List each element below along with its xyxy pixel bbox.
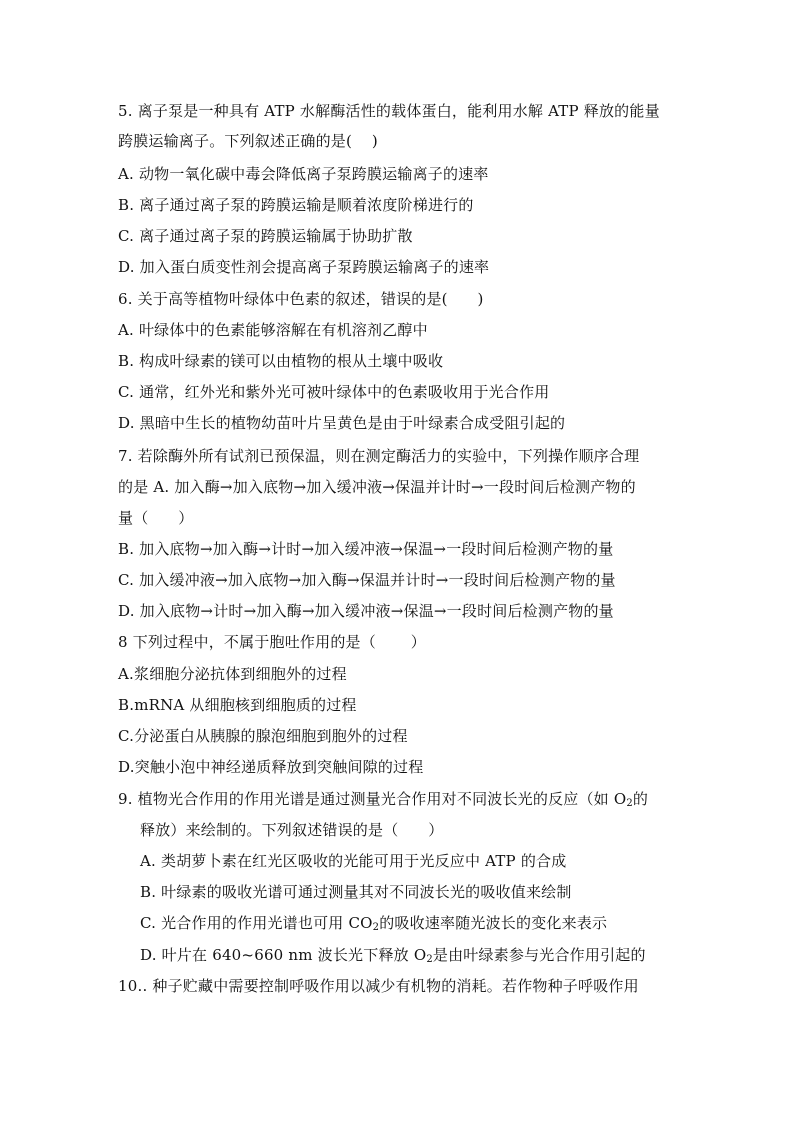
q9-option-d-tail: 是由叶绿素参与光合作用引起的 [432, 946, 646, 964]
q7-option-d: D. 加入底物→计时→加入酶→加入缓冲液→保温→一段时间后检测产物的量 [118, 602, 614, 620]
q5-option-d: D. 加入蛋白质变性剂会提高离子泵跨膜运输离子的速率 [118, 258, 490, 276]
q9-stem-line1 [118, 789, 648, 809]
q5-option-a: A. 动物一氧化碳中毒会降低离子泵跨膜运输离子的速率 [118, 165, 489, 183]
q9-option-d-subscript: 2 [426, 954, 433, 965]
q7-stem-line3: 量（ ） [118, 509, 194, 527]
q9-option-c-text: C. 光合作用的作用光谱也可用 CO [140, 914, 373, 932]
q5-stem-line2: 跨膜运输离子。下列叙述正确的是( ) [118, 132, 378, 150]
q6-option-a: A. 叶绿体中的色素能够溶解在有机溶剂乙醇中 [118, 321, 428, 339]
q6-option-d: D. 黑暗中生长的植物幼苗叶片呈黄色是由于叶绿素合成受阻引起的 [118, 414, 566, 432]
q6-option-b: B. 构成叶绿素的镁可以由植物的根从土壤中吸收 [118, 352, 444, 370]
q8-option-d: D.突触小泡中神经递质释放到突触间隙的过程 [118, 758, 424, 776]
q7-stem-line2: 的是 A. 加入酶→加入底物→加入缓冲液→保温并计时→一段时间后检测产物的 [118, 478, 636, 496]
q7-stem-line1: 7. 若除酶外所有试剂已预保温，则在测定酶活力的实验中，下列操作顺序合理 [118, 447, 640, 465]
q9-option-d-text: D. 叶片在 640~660 nm 波长光下释放 O [140, 946, 427, 964]
q6-option-c: C. 通常，红外光和紫外光可被叶绿体中的色素吸收用于光合作用 [118, 383, 550, 401]
q5-option-c: C. 离子通过离子泵的跨膜运输属于协助扩散 [118, 227, 413, 245]
q9-stem-line1-subscript: 2 [626, 798, 633, 809]
q10-stem-line1: 10.. 种子贮藏中需要控制呼吸作用以减少有机物的消耗。若作物种子呼吸作用 [118, 977, 639, 995]
q9-option-c-tail: 的吸收速率随光波长的变化来表示 [379, 914, 608, 932]
q9-stem-line2: 释放）来绘制的。下列叙述错误的是（ ） [140, 821, 444, 839]
q8-option-a: A.浆细胞分泌抗体到细胞外的过程 [118, 665, 347, 683]
q9-option-c [140, 913, 607, 933]
q5-option-b: B. 离子通过离子泵的跨膜运输是顺着浓度阶梯进行的 [118, 196, 474, 214]
q7-option-b: B. 加入底物→加入酶→计时→加入缓冲液→保温→一段时间后检测产物的量 [118, 540, 614, 558]
q9-option-a: A. 类胡萝卜素在红光区吸收的光能可用于光反应中 ATP 的合成 [140, 852, 567, 870]
q7-option-c: C. 加入缓冲液→加入底物→加入酶→保温并计时→一段时间后检测产物的量 [118, 571, 616, 589]
q9-option-b: B. 叶绿素的吸收光谱可通过测量其对不同波长光的吸收值来绘制 [140, 883, 572, 901]
q8-option-b: B.mRNA 从细胞核到细胞质的过程 [118, 696, 357, 714]
q9-option-c-subscript: 2 [372, 922, 380, 933]
q8-option-c: C.分泌蛋白从胰腺的腺泡细胞到胞外的过程 [118, 727, 408, 745]
q8-stem: 8 下列过程中，不属于胞吐作用的是（ ） [118, 633, 426, 651]
q6-stem: 6. 关于高等植物叶绿体中色素的叙述，错误的是( ) [118, 290, 484, 308]
q9-option-d [140, 945, 646, 965]
q9-stem-line1-tail: 的 [632, 790, 649, 808]
q9-stem-line1-text: 9. 植物光合作用的作用光谱是通过测量光合作用对不同波长光的反应（如 O [118, 790, 627, 808]
q5-stem-line1: 5. 离子泵是一种具有 ATP 水解酶活性的载体蛋白，能利用水解 ATP 释放的能量 [118, 102, 660, 120]
